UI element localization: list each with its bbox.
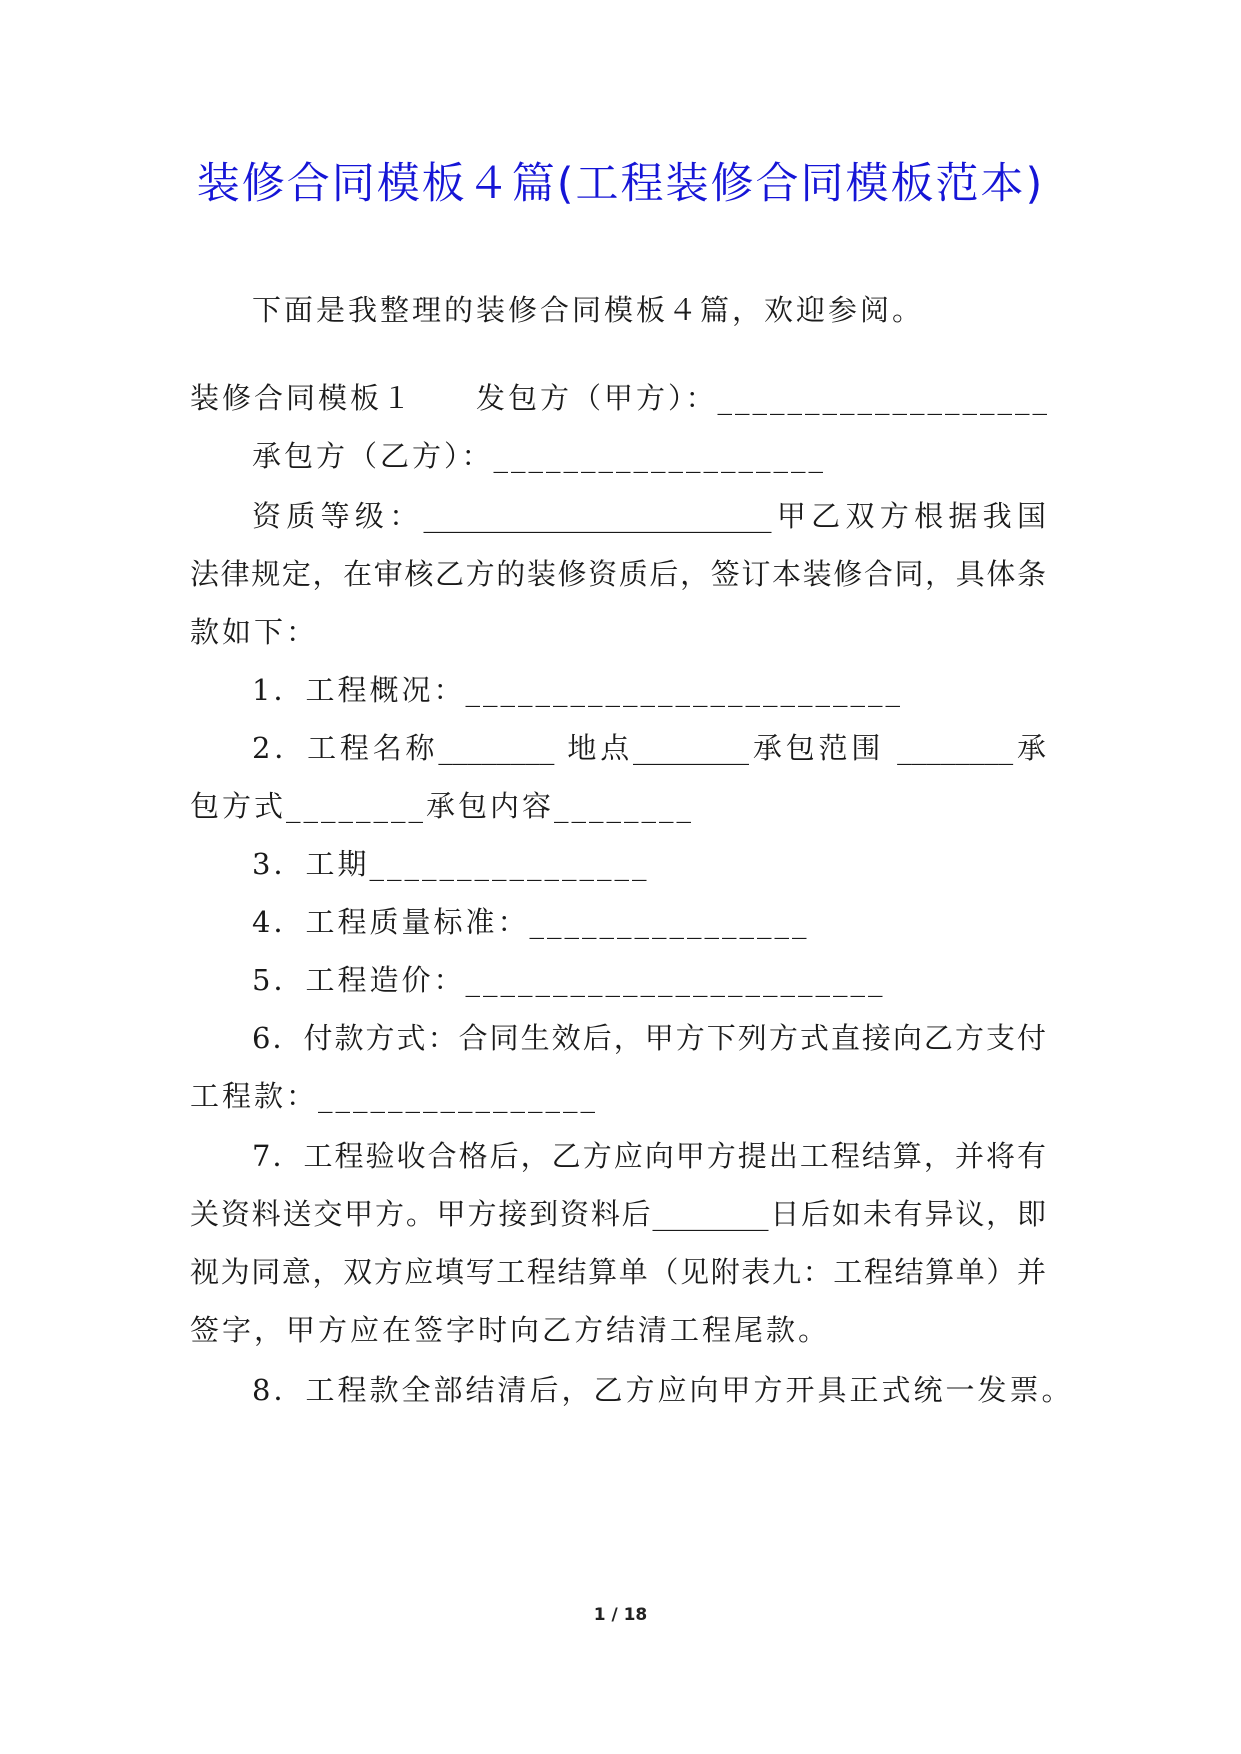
clause-1: 1．工程概况：_________________________: [252, 673, 903, 707]
clause-7-continued: 签字，甲方应在签字时向乙方结清工程尾款。: [190, 1313, 831, 1347]
clause-3: 3．工期________________: [252, 847, 650, 881]
section-heading: 装修合同模板１: [190, 381, 415, 415]
clause-7-continued: 关资料送交甲方。甲方接到资料后________日后如未有异议，即: [190, 1197, 1046, 1231]
party-b-field: 承包方（乙方）：___________________: [252, 439, 827, 473]
qualification-line: 资质等级：________________________甲乙双方根据我国: [252, 499, 1046, 533]
paragraph-line: 法律规定，在审核乙方的装修资质后，签订本装修合同，具体条: [190, 557, 1046, 591]
clause-2-continued: 包方式________承包内容________: [190, 789, 695, 823]
intro-paragraph: 下面是我整理的装修合同模板４篇，欢迎参阅。: [252, 293, 925, 327]
page-number: 1 / 18: [593, 1605, 648, 1625]
clause-6: 6．付款方式：合同生效后，甲方下列方式直接向乙方支付: [252, 1021, 1046, 1055]
clause-6-continued: 工程款：________________: [190, 1079, 599, 1113]
party-a-field: 发包方（甲方）：___________________: [476, 381, 1051, 415]
page-title: 装修合同模板４篇(工程装修合同模板范本): [196, 159, 1045, 209]
clause-5: 5．工程造价：________________________: [252, 963, 886, 997]
clause-7-continued: 视为同意，双方应填写工程结算单（见附表九：工程结算单）并: [190, 1255, 1046, 1289]
clause-4: 4．工程质量标准：________________: [252, 905, 810, 939]
clause-7: 7．工程验收合格后，乙方应向甲方提出工程结算，并将有: [252, 1139, 1046, 1173]
paragraph-line: 款如下：: [190, 615, 319, 649]
clause-8: 8．工程款全部结清后，乙方应向甲方开具正式统一发票。: [252, 1373, 1074, 1407]
section-heading-line: [190, 380, 1050, 416]
clause-2: 2．工程名称________ 地点________承包范围 ________承: [252, 731, 1046, 765]
